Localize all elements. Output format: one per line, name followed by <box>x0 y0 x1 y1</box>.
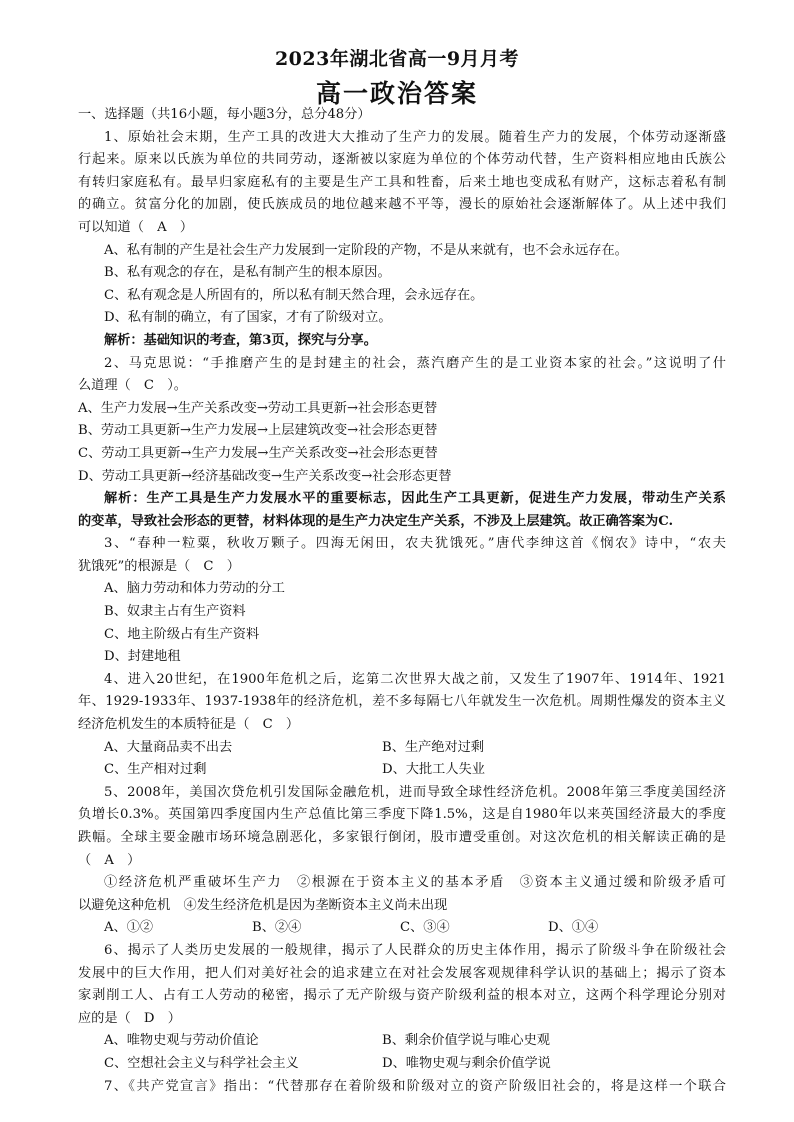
option-b: B、奴隶主占有生产资料 <box>104 604 246 620</box>
question-stem-line: 1、原始社会末期，生产工具的改进大大推动了生产力的发展。随着生产力的发展，个体劳动逐渐盛 <box>104 129 726 145</box>
question-stem-line: 经济危机发生的本质特征是（ C ） <box>78 717 300 733</box>
question-stem-line: 犹饿死”的根源是（ C ） <box>78 558 240 574</box>
statement-line: 以避免这种危机 ④发生经济危机是因为垄断资本主义尚未出现 <box>78 897 448 913</box>
option-c: C、生产相对过剩 <box>104 762 207 778</box>
question-6 <box>78 940 726 1076</box>
question-stem-line: 3、“春种一粒粟，秋收万颗子。四海无闲田，农夫犹饿死。”唐代李绅这首《悯农》诗中，“农夫 <box>104 536 726 552</box>
option-b: B、生产绝对过剩 <box>382 739 485 755</box>
question-stem-line: 行起来。原来以氏族为单位的共同劳动，逐渐被以家庭为单位的个体劳动代替，生产资料相应地由氏族公 <box>78 152 726 168</box>
option-c: C、私有观念是人所固有的，所以私有制天然合理，会永远存在。 <box>104 287 484 303</box>
option-a: A、生产力发展→生产关系改变→劳动工具更新→社会形态更替 <box>78 400 438 416</box>
exam-title: 2023年湖北省高一9月月考 <box>274 48 520 70</box>
option-c: C、地主阶级占有生产资料 <box>104 626 260 642</box>
question-2 <box>78 353 726 534</box>
option-d: D、私有制的确立，有了国家，才有了阶级对立。 <box>104 310 392 326</box>
option-row <box>78 759 726 782</box>
option-c: C、劳动工具更新→生产力发展→生产关系改变→社会形态更替 <box>78 445 438 461</box>
option-d: D、封建地租 <box>104 649 181 665</box>
question-stem-line: 发展中的巨大作用，把人们对美好社会的追求建立在对社会发展客观规律科学认识的基础上；揭示了资本 <box>78 965 726 981</box>
question-stem-line: 6、揭示了人类历史发展的一般规律，揭示了人民群众的历史主体作用，揭示了阶级斗争在阶级社会 <box>104 942 726 958</box>
question-stem-line: 跌幅。全球主要金融市场环境急剧恶化，多家银行倒闭，股市遭受重创。对这次危机的相关解读正确的是 <box>78 830 726 845</box>
option-d: D、唯物史观与剩余价值学说 <box>382 1055 551 1071</box>
question-1 <box>78 127 726 353</box>
question-5 <box>78 782 726 940</box>
question-stem-line: 可以知道（ A ） <box>78 219 194 235</box>
option-b: B、剩余价值学说与唯心史观 <box>382 1033 550 1049</box>
question-4 <box>78 669 726 782</box>
question-3 <box>78 533 726 669</box>
document-body <box>78 104 726 1098</box>
question-stem-line: 5、2008年，美国次贷危机引发国际金融危机，进而导致全球性经济危机。2008年第三季度美国经济 <box>104 784 726 800</box>
option-row <box>78 737 726 760</box>
question-stem-line: 4、进入20世纪，在1900年危机之后，迄第二次世界大战之前，又发生了1907年、1914年、1921 <box>104 671 726 687</box>
option-a: A、大量商品卖不出去 <box>104 739 233 755</box>
option-row <box>78 1053 726 1076</box>
option-a: A、唯物史观与劳动价值论 <box>104 1033 259 1049</box>
option-a: A、脑力劳动和体力劳动的分工 <box>104 581 285 597</box>
question-stem-line: 家剥削工人、占有工人劳动的秘密，揭示了无产阶级与资产阶级利益的根本对立，这两个科学理论分别对 <box>78 988 726 1004</box>
question-7 <box>78 1076 726 1099</box>
option-d: D、劳动工具更新→经济基础改变→生产关系改变→社会形态更替 <box>78 468 452 484</box>
option-c: C、空想社会主义与科学社会主义 <box>104 1055 299 1071</box>
option-a: A、私有制的产生是社会生产力发展到一定阶段的产物，不是从来就有，也不会永远存在。 <box>104 242 628 258</box>
answer-title: 高一政治答案 <box>315 79 478 108</box>
option-a: A、①② <box>104 920 154 936</box>
question-stem-line: 年、1929-1933年、1937-1938年的经济危机，差不多每隔七八年就发生一次危机。周期性爆发的资本主义 <box>78 694 726 710</box>
statement-line: ①经济危机严重破坏生产力 ②根源在于资本主义的基本矛盾 ③资本主义通过缓和阶级矛盾可 <box>104 875 726 891</box>
question-stem-line: 7、《共产党宣言》指出：“代替那存在着阶级和阶级对立的资产阶级旧社会的，将是这样一个联合 <box>104 1078 726 1094</box>
option-c: C、③④ <box>400 920 450 936</box>
analysis-text: 的变革，导致社会形态的更替，材料体现的是生产力决定生产关系，不涉及上层建筑。故正确答案为C. <box>78 513 674 529</box>
section-heading: 一、选择题（共16小题，每小题3分，总分48分） <box>78 107 371 122</box>
question-stem-line: 有转归家庭私有。最早归家庭私有的主要是生产工具和牲畜，后来土地也变成私有财产，这标志着私有制 <box>78 174 726 190</box>
option-b: B、②④ <box>252 920 302 936</box>
option-b: B、劳动工具更新→生产力发展→上层建筑改变→社会形态更替 <box>78 423 438 439</box>
question-stem-line: 么道理（ C ）。 <box>78 378 187 394</box>
question-stem-line: 负增长0.3%。英国第四季度国内生产总值比第三季度下降1.5%，这是自1980年以来英国经济最大的季度 <box>78 807 726 823</box>
option-b: B、私有观念的存在，是私有制产生的根本原因。 <box>104 265 391 281</box>
analysis-text: 解析：生产工具是生产力发展水平的重要标志，因此生产工具更新，促进生产力发展，带动生产关系 <box>104 491 726 507</box>
option-row <box>78 917 726 940</box>
option-row <box>78 1030 726 1053</box>
option-d: D、①④ <box>548 920 599 936</box>
analysis-text: 解析：基础知识的考查，第3页，探究与分享。 <box>104 332 377 348</box>
question-stem-line: 应的是（ D ） <box>78 1010 181 1026</box>
option-d: D、大批工人失业 <box>382 762 485 778</box>
question-stem-line: （ A ） <box>78 852 141 868</box>
question-stem-line: 的确立。贫富分化的加剧，使氏族成员的地位越来越不平等，漫长的原始社会逐渐解体了。从上述中我们 <box>78 197 726 213</box>
question-stem-line: 2、马克思说：“手推磨产生的是封建主的社会，蒸汽磨产生的是工业资本家的社会。”这说明了什 <box>104 355 726 371</box>
